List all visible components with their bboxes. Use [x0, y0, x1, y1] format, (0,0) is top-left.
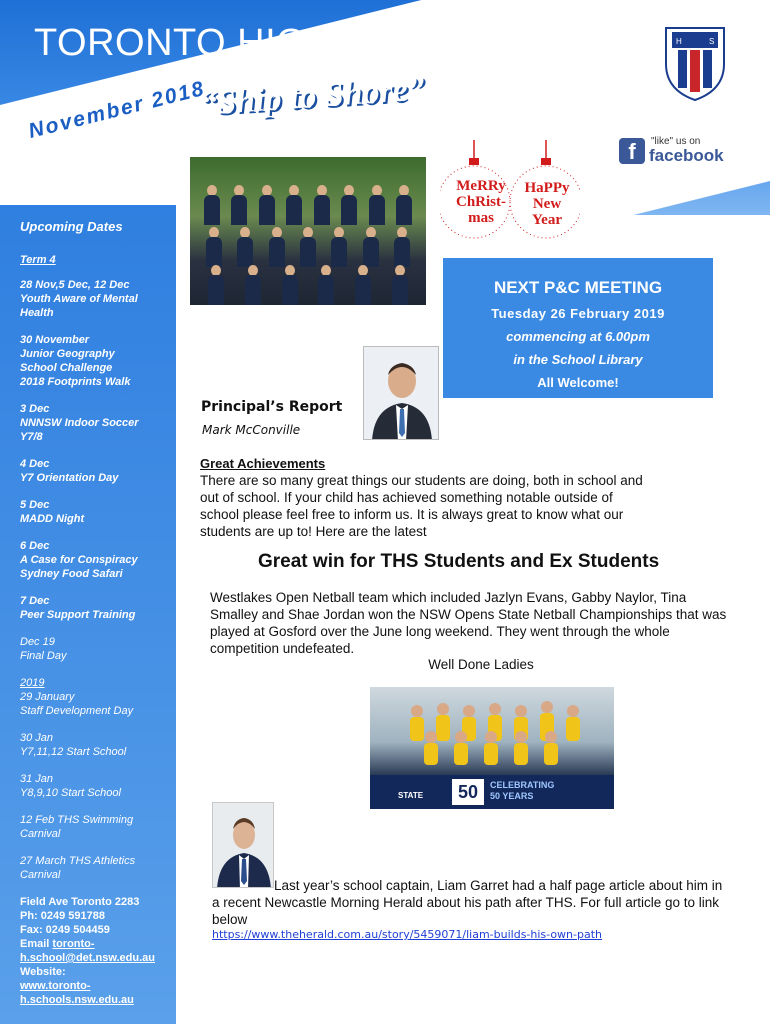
student-figure [286, 185, 302, 225]
photo-middle-row [198, 227, 418, 267]
principal-portrait [364, 347, 439, 440]
contact-website-label: Website: [20, 966, 66, 978]
achievements-body: There are so many great things our students are doing, both in school and out of school. If your child has achieved something notable outside of school please feel free to inform us. It is always great to know what our students are up to! Here are the latest [200, 473, 643, 539]
achievements-heading: Great Achievements [200, 456, 326, 471]
student-figure [231, 185, 247, 225]
student-figure [318, 265, 334, 305]
contact-email-link[interactable]: toronto-h.school@det.nsw.edu.au [20, 938, 155, 964]
netball-win-heading: Great win for THS Students and Ex Students [258, 551, 660, 572]
principal-report-title: Principal’s Report [201, 399, 343, 415]
principal-name: Mark McConville [202, 423, 301, 437]
contact-fax: Fax: 0249 504459 [20, 924, 110, 936]
student-figure [245, 265, 261, 305]
student-figure [259, 185, 275, 225]
school-crest-logo [662, 24, 728, 102]
merry-christmas-text: MeRRy ChRist- mas [455, 178, 506, 226]
student-figure [394, 227, 410, 267]
herald-article-link[interactable]: https://www.theherald.com.au/story/5459071/liam-builds-his-own-path [212, 928, 603, 941]
sidebar-event: 4 Dec Y7 Orientation Day [20, 458, 119, 484]
netball-win-body: Westlakes Open Netball team which included Jazlyn Evans, Gabby Naylor, Tina Smalley and Shae Jordan won the NSW Opens State Netball Championships that was played at Gosford over the June long weekend. They went through the whole competition undefeated. [210, 590, 727, 656]
pc-meeting-title: NEXT P&C MEETING [493, 278, 663, 297]
student-figure [363, 227, 379, 267]
state-champs-label: STATE [398, 791, 424, 800]
sidebar-event: 7 Dec Peer Support Training [20, 595, 136, 621]
student-figure [392, 265, 408, 305]
school-captain-photo [212, 802, 274, 888]
student-figure [369, 185, 385, 225]
contact-website-link[interactable]: www.toronto-h.schools.nsw.edu.au [20, 980, 134, 1006]
student-figure [331, 227, 347, 267]
sidebar-term-label: Term 4 [20, 254, 56, 266]
school-motto: “Ship to Shore” [198, 70, 426, 123]
student-figure [237, 227, 253, 267]
contact-email-row [20, 937, 164, 965]
sidebar-event: 28 Nov,5 Dec, 12 Dec Youth Aware of Mental Health [20, 279, 138, 319]
student-figure [341, 185, 357, 225]
sidebar-event: 29 January Staff Development Day [20, 691, 134, 717]
student-figure [355, 265, 371, 305]
contact-phone: Ph: 0249 591788 [20, 910, 106, 922]
school-name: TORONTO HIGH SCHOOL [34, 22, 509, 64]
photo-front-row [198, 265, 418, 305]
sidebar-event: 12 Feb THS Swimming Carnival [20, 814, 134, 840]
captain-article-text: Last year’s school captain, Liam Garret had a half page article about him in a recent Newcastle Morning Herald about his path after THS. For full article go to link below [212, 878, 723, 927]
school-contact-block [20, 895, 164, 1007]
facebook-icon: f [619, 138, 645, 164]
student-figure [208, 265, 224, 305]
upcoming-dates-sidebar [0, 205, 176, 1024]
contact-email-label: Email [20, 938, 53, 950]
netball-sign-off: Well Done Ladies [428, 657, 534, 672]
student-figure [282, 265, 298, 305]
facebook-like-badge[interactable] [619, 136, 749, 166]
student-figure [204, 185, 220, 225]
celebrating-50-years-text: CELEBRATING 50 YEARS [490, 780, 555, 801]
sidebar-event: 27 March THS Athletics Carnival [20, 855, 136, 881]
facebook-like-label: "like" us on [651, 136, 701, 147]
student-figure [300, 227, 316, 267]
happy-new-year-text: HaPPy New Year [524, 180, 570, 228]
svg-text:S: S [709, 37, 715, 46]
principal-photo [363, 346, 439, 440]
fifty-years-badge: 50 [452, 779, 484, 805]
sidebar-event: 31 Jan Y8,9,10 Start School [20, 773, 121, 799]
student-figure [396, 185, 412, 225]
captain-portrait [213, 803, 274, 888]
issue-date: November 2018 [26, 76, 208, 144]
pc-meeting-box [443, 258, 713, 398]
student-figure [206, 227, 222, 267]
sidebar-event: 30 November Junior Geography School Challenge 2018 Footprints Walk [20, 334, 131, 388]
contact-address: Field Ave Toronto 2283 [20, 896, 140, 908]
netball-team-photo [370, 687, 614, 809]
student-figure [314, 185, 330, 225]
pc-meeting-date: Tuesday 26 February 2019 [491, 306, 665, 321]
netball-team-figures [370, 687, 614, 777]
sidebar-event: 3 Dec NNNSW Indoor Soccer Y7/8 [20, 403, 139, 443]
photo-back-row [198, 185, 418, 225]
sidebar-event-final-day: Dec 19 Final Day [20, 636, 67, 662]
student-group-photo [190, 157, 426, 305]
facebook-wordmark: facebook [649, 146, 724, 165]
sidebar-heading: Upcoming Dates [20, 219, 123, 234]
svg-text:H: H [676, 37, 682, 46]
sidebar-event: 5 Dec MADD Night [20, 499, 85, 525]
captain-article-body [212, 877, 726, 928]
pc-meeting-place: in the School Library [513, 352, 643, 367]
pc-meeting-time: commencing at 6.00pm [506, 329, 650, 344]
sidebar-event: 30 Jan Y7,11,12 Start School [20, 732, 127, 758]
sidebar-event: 6 Dec A Case for Conspiracy Sydney Food Safari [20, 540, 138, 580]
sidebar-year-2019: 2019 [20, 677, 45, 689]
pc-meeting-welcome: All Welcome! [537, 375, 619, 390]
student-figure [269, 227, 285, 267]
